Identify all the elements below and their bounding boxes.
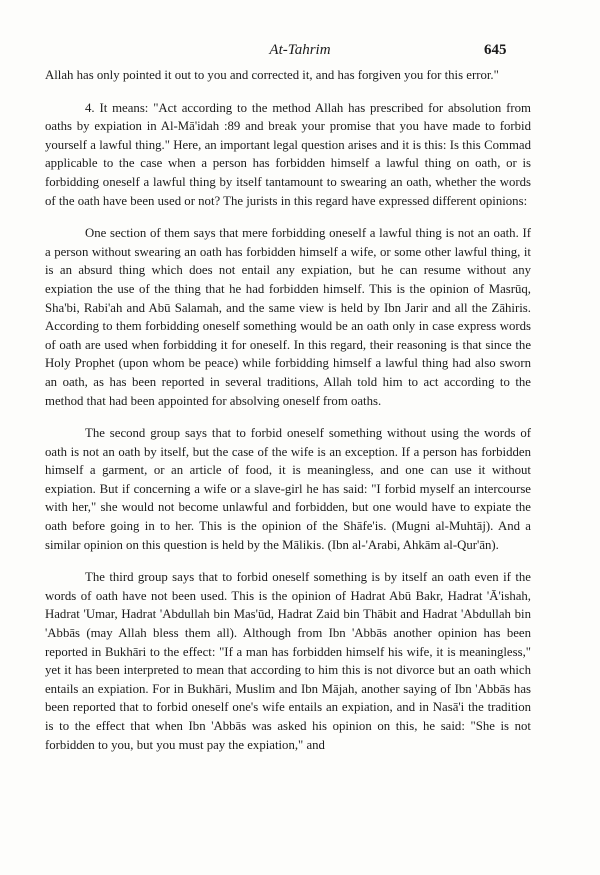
paragraph-first-opinion: One section of them says that mere forbidding oneself a lawful thing is not an oath. If a person without swearing an oath has forbidden himself a wife, or some other lawful thing, it is an absurd thing which does not entail any expiation, but he can resume without any expiation the use of the thing that he had forbidden himself. This is the opinion of Masrūq, Sha'bi, Rabi'ah and Abū Salamah, and the same view is held by Ibn Jarir and all the Zāhiris. According to them forbidding oneself something would be an oath only in case express words of oath are used when forbidding it for oneself. In this regard, their reasoning is that since the Holy Prophet (upon whom be peace) while forbidding himself a lawful thing had also sworn an oath, as has been reported in several traditions, Allah told him to act according to the method that had been appointed for absolving oneself from oaths.: [45, 226, 531, 408]
running-title: At-Tahrim: [269, 42, 331, 58]
paragraph-third-opinion: The third group says that to forbid oneself something is by itself an oath even if the words of oath have not been used. This is the opinion of Hadrat Abū Bakr, Hadrat 'Ā'ishah, Hadrat 'Umar, Hadrat 'Abdullah bin Mas'ūd, Hadrat Zaid bin Thābit and Hadrat 'Abdullah bin 'Abbās (may Allah bless them all). Although from Ibn 'Abbās another opinion has been reported in Bukhāri to the effect: "If a man has forbidden himself his wife, it is meaningless," yet it has been interpreted to mean that according to him this is not divorce but an oath which entails an expiation. For in Bukhāri, Muslim and Ibn Mājah, another saying of Ibn 'Abbās has been reported that to forbid oneself one's wife entails an expiation, and in Nasā'i the tradition is to the effect that when Ibn 'Abbās was asked his opinion on this, he said: "She is not forbidden to you, but you must pay the expiation," and: [45, 570, 531, 752]
paragraph-note-4: 4. It means: "Act according to the method Allah has prescribed for absolution from oaths by expiation in Al-Mā'idah :89 and break your promise that you have made to forbid yourself a lawful thing." Here, an important legal question arises and it is this: Is this Commad applicable to the case when a person has forbidden himself a lawful thing on oath, or is forbidding oneself a lawful thing by itself tantamount to swearing an oath, whether the words of the oath have been used or not? The jurists in this regard have expressed different opinions:: [45, 100, 531, 208]
paragraph-continuation: Allah has only pointed it out to you and corrected it, and has forgiven you for this error.": [45, 68, 499, 82]
page-number: 645: [484, 42, 507, 58]
body-text: [45, 66, 531, 754]
paragraph-second-opinion: The second group says that to forbid oneself something without using the words of oath is not an oath by itself, but the case of the wife is an exception. If a person has forbidden himself a garment, or an article of food, it is meaningless, and one can use it without expiation. But if concerning a wife or a slave-girl he has said: "I forbid myself an intercourse with her," she would not become unlawful and forbidden, but one would have to expiate the oath before going in to her. This is the opinion of the Shāfe'is. (Mugni al-Muhtāj). And a similar opinion on this question is held by the Mālikis. (Ibn al-'Arabi, Ahkām al-Qur'ān).: [45, 426, 531, 552]
running-header: [0, 42, 600, 64]
